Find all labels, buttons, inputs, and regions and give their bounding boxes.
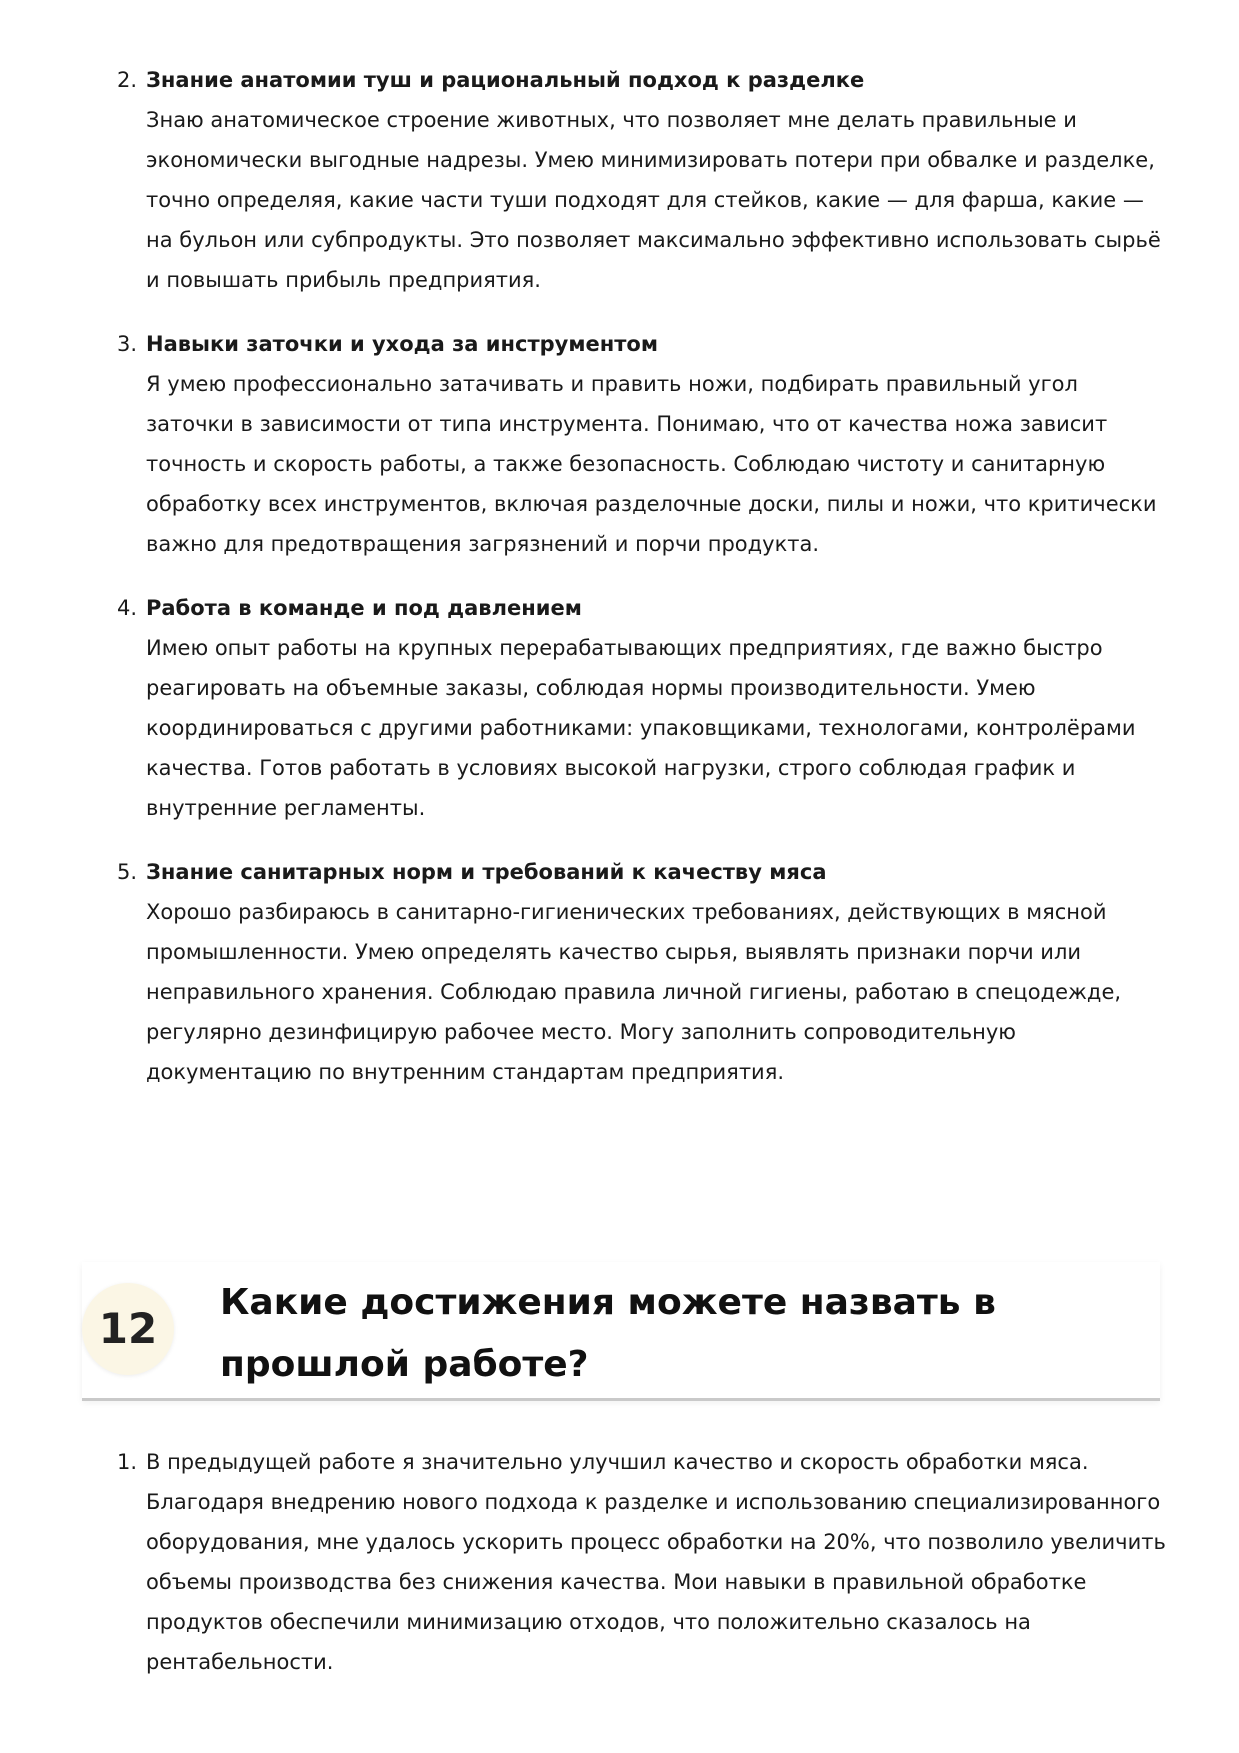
- list-item-title: Навыки заточки и ухода за инструментом: [146, 332, 659, 356]
- list-item-text: Я умею профессионально затачивать и править ножи, подбирать правильный угол заточки в зависимости от типа инструмента. Понимаю, что от качества ножа зависит точность и скорость работы, а также безопасность. Соблюдаю чистоту и санитарную обработку всех инструментов, включая разделочные доски, пилы и ножи, что критически важно для предотвращения загрязнений и порчи продукта.: [146, 372, 1157, 556]
- list-item: [117, 60, 1167, 300]
- list-item: [117, 852, 1167, 1092]
- section-header: [82, 1262, 1160, 1401]
- list-item-title: Знание анатомии туш и рациональный подход к разделке: [146, 68, 865, 92]
- list-item-number: 2.: [117, 68, 138, 92]
- list-item-title: Работа в команде и под давлением: [146, 596, 582, 620]
- skills-list: [117, 60, 1167, 1116]
- section-title: Какие достижения можете назвать в прошлой работе?: [220, 1282, 996, 1385]
- list-item-text: В предыдущей работе я значительно улучшил качество и скорость обработки мяса. Благодаря внедрению нового подхода к разделке и использованию специализированного оборудования, мне удалось ускорить процесс обработки на 20%, что позволило увеличить объемы производства без снижения качества. Мои навыки в правильной обработке продуктов обеспечили минимизацию отходов, что положительно сказалось на рентабельности.: [146, 1450, 1166, 1674]
- list-item-number: 4.: [117, 596, 138, 620]
- list-item-number: 1.: [117, 1450, 138, 1474]
- list-item-text: Знаю анатомическое строение животных, что позволяет мне делать правильные и экономически выгодные надрезы. Умею минимизировать потери при обвалке и разделке, точно определяя, какие части туши подходят для стейков, какие — для фарша, какие — на бульон или субпродукты. Это позволяет максимально эффективно использовать сырьё и повышать прибыль предприятия.: [146, 108, 1161, 292]
- list-item: [117, 588, 1167, 828]
- achievements-list: [117, 1442, 1167, 1682]
- list-item-text: Хорошо разбираюсь в санитарно-гигиенических требованиях, действующих в мясной промышленности. Умею определять качество сырья, выявлять признаки порчи или неправильного хранения. Соблюдаю правила личной гигиены, работаю в спецодежде, регулярно дезинфицирую рабочее место. Могу заполнить сопроводительную документацию по внутренним стандартам предприятия.: [146, 900, 1122, 1084]
- list-item-number: 3.: [117, 332, 138, 356]
- list-item-title: Знание санитарных норм и требований к качеству мяса: [146, 860, 827, 884]
- section-number-badge: 12: [82, 1283, 174, 1375]
- list-item: [117, 1442, 1167, 1682]
- list-item-text: Имею опыт работы на крупных перерабатывающих предприятиях, где важно быстро реагировать на объемные заказы, соблюдая нормы производительности. Умею координироваться с другими работниками: упаковщиками, технологами, контролёрами качества. Готов работать в условиях высокой нагрузки, строго соблюдая график и внутренние регламенты.: [146, 636, 1136, 820]
- list-item: [117, 324, 1167, 564]
- list-item-number: 5.: [117, 860, 138, 884]
